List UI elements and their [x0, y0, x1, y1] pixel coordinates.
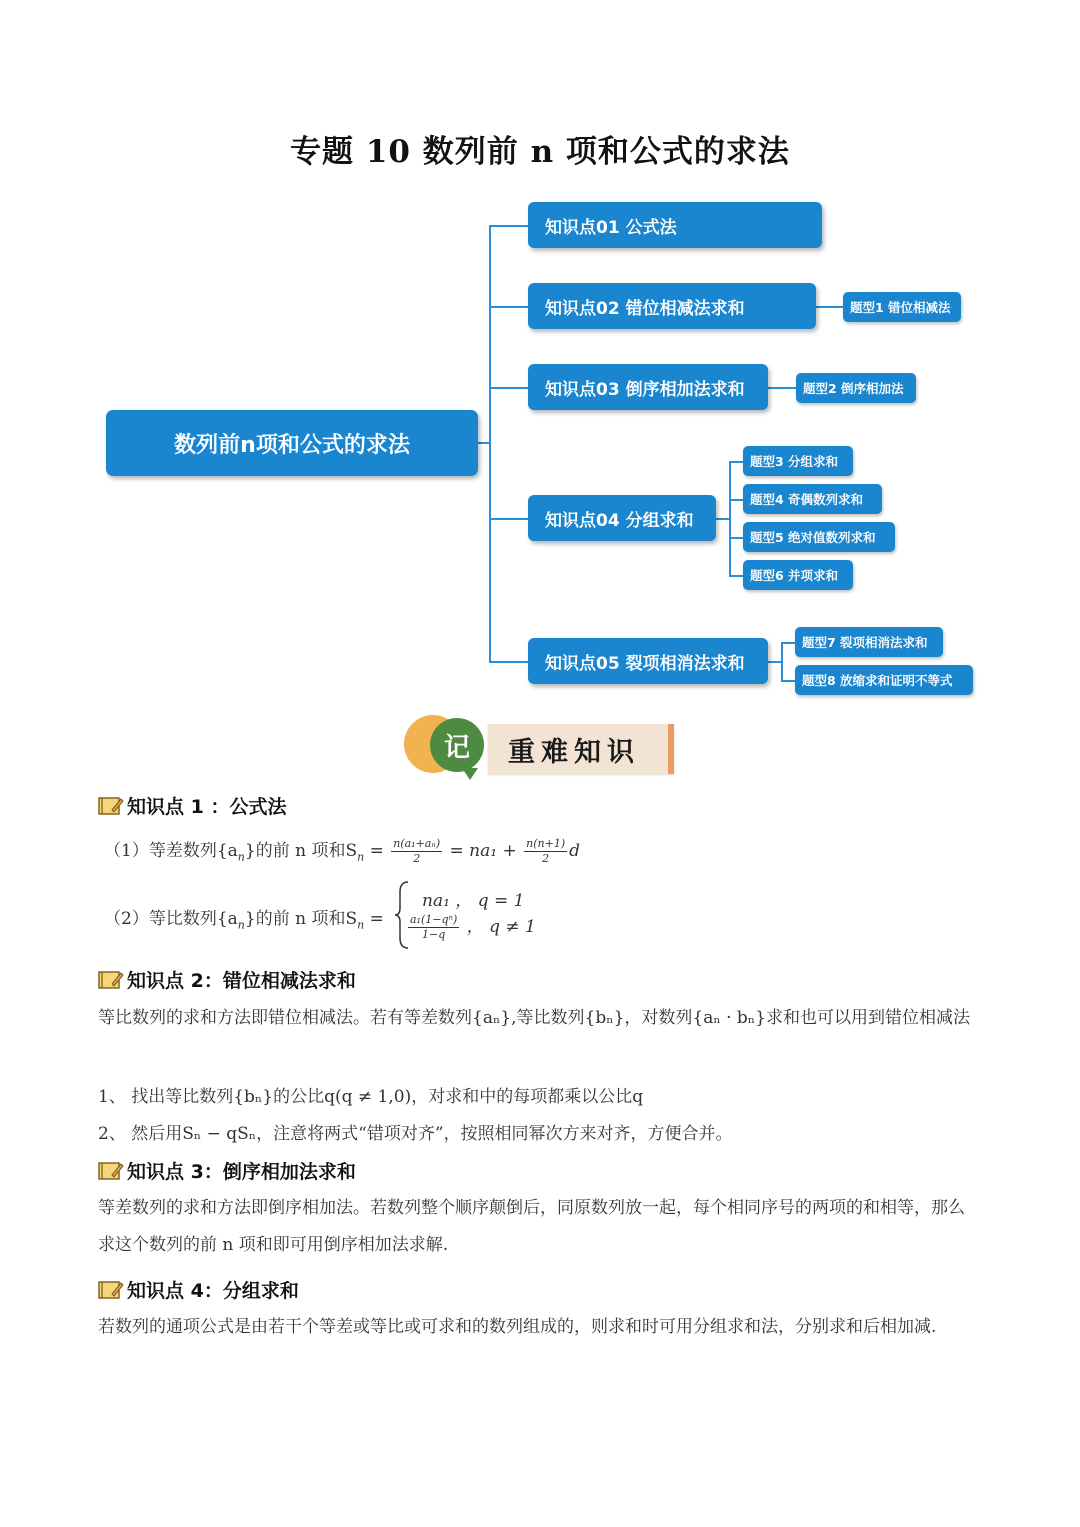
formula-2-case2-tail: ， q ≠ 1 — [461, 917, 536, 937]
formula-2-case2-num: a₁(1−qⁿ) — [410, 913, 458, 926]
notebook-icon — [98, 970, 124, 990]
section-2-paragraph: 等比数列的求和方法即错位相减法。若有等差数列{aₙ},等比数列{bₙ}，对数列{aₙ · bₙ}求和也可以用到错位相减法 — [98, 1008, 970, 1028]
mindmap-type7: 题型7 裂项相消法求和 — [795, 627, 943, 657]
section-4-title: 知识点 4：分组求和 — [127, 1280, 299, 1302]
memo-icon: 记 — [430, 718, 484, 772]
mindmap-type8: 题型8 放缩求和证明不等式 — [795, 665, 973, 695]
mindmap-kp01: 知识点01 公式法 — [528, 202, 822, 248]
formula-arithmetic-sum: （1）等差数列$\{a_n\}$的前 n 项和$S_n$ = $\frac{\text{n(a₁+aₙ)}}{2}$ = na₁ + $\frac{n(n+1)}{2}$ d — [104, 837, 580, 865]
badge-text: 重难知识 — [508, 737, 640, 768]
key-knowledge-badge — [404, 712, 674, 778]
formula-1-frac1-num: n(a₁+aₙ) — [393, 837, 441, 850]
mindmap-kp03: 知识点03 倒序相加法求和 — [528, 364, 768, 410]
section-1-title: 知识点 1 ：公式法 — [127, 796, 287, 818]
mindmap-type5: 题型5 绝对值数列求和 — [743, 522, 895, 552]
formula-1-frac1-den: 2 — [413, 852, 421, 865]
section-2-heading — [98, 966, 356, 993]
section-3-title: 知识点 3：倒序相加法求和 — [127, 1161, 356, 1183]
mindmap-type2: 题型2 倒序相加法 — [796, 373, 916, 403]
notebook-icon — [98, 1161, 124, 1181]
section-2-item-2: 2、 然后用Sₙ − qSₙ，注意将两式“错项对齐”，按照相同幂次方来对齐，方便合并。 — [98, 1124, 733, 1144]
mindmap-kp05: 知识点05 裂项相消法求和 — [528, 638, 768, 684]
formula-geometric-sum: （2）等比数列$\{a_n\}$的前 n 项和$S_n$ = — [104, 909, 384, 932]
mindmap-type3: 题型3 分组求和 — [743, 446, 853, 476]
mindmap-type6: 题型6 并项求和 — [743, 560, 853, 590]
notebook-icon — [98, 796, 124, 816]
formula-1-frac2-den: 2 — [542, 852, 550, 865]
formula-1-prefix: （1）等差数列{a — [104, 841, 238, 861]
mindmap-kp04: 知识点04 分组求和 — [528, 495, 716, 541]
section-1-heading — [98, 792, 286, 819]
formula-2-case-1: na₁ ， q = 1 — [422, 891, 525, 911]
mindmap-type1: 题型1 错位相减法 — [843, 292, 961, 322]
section-2-title: 知识点 2：错位相减法求和 — [127, 970, 356, 992]
mindmap-root: 数列前n项和公式的求法 — [106, 410, 478, 476]
section-3-paragraph: 等差数列的求和方法即倒序相加法。若数列整个顺序颠倒后，同原数列放一起，每个相同序号的两项的和相等，那么求这个数列的前 n 项和即可用倒序相加法求解. — [98, 1198, 965, 1255]
formula-2-prefix: （2）等比数列{a — [104, 909, 238, 929]
formula-1-tail: d — [569, 841, 580, 861]
section-4-heading — [98, 1276, 299, 1303]
notebook-icon — [98, 1280, 124, 1300]
mindmap-type4: 题型4 奇偶数列求和 — [743, 484, 882, 514]
page-title: 专题 10 数列前 n 项和公式的求法 — [290, 134, 790, 170]
section-3-heading — [98, 1157, 356, 1184]
formula-2-case2-den: 1−q — [422, 928, 446, 941]
formula-1-eq2: = na₁ + — [444, 841, 523, 861]
formula-1-mid: }的前 n 项和S — [244, 841, 358, 861]
formula-2-case-2 — [406, 912, 536, 942]
mindmap-kp02: 知识点02 错位相减法求和 — [528, 283, 816, 329]
section-2-item-1: 1、 找出等比数列{bₙ}的公比q(q ≠ 1,0)，对求和中的每项都乘以公比q — [98, 1087, 644, 1107]
section-4-paragraph: 若数列的通项公式是由若干个等差或等比或可求和的数列组成的，则求和时可用分组求和法，分别求和后相加减. — [98, 1317, 937, 1337]
formula-1-frac2-num: n(n+1) — [526, 837, 566, 850]
formula-2-mid: }的前 n 项和S — [244, 909, 358, 929]
